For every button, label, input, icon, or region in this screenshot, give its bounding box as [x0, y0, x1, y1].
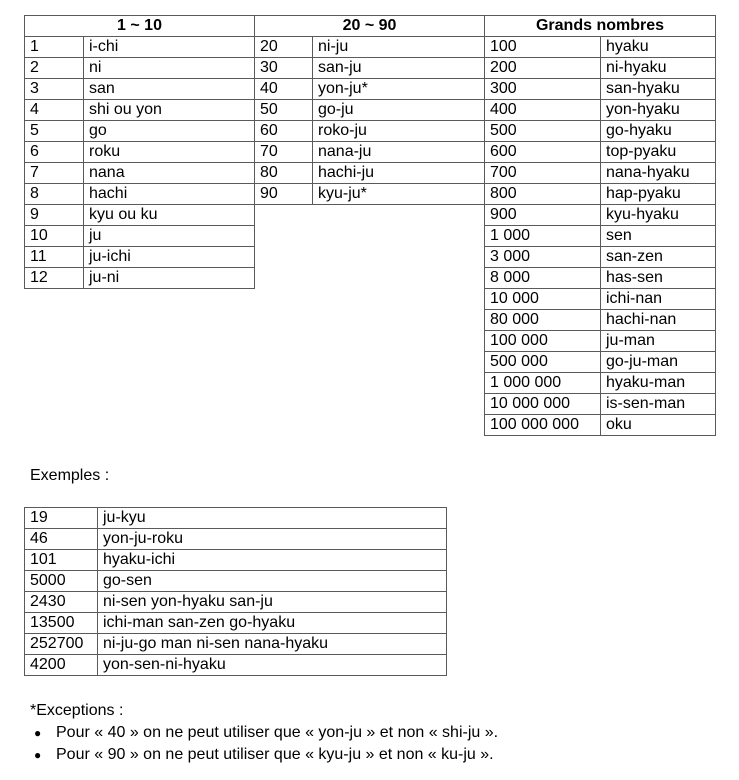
table-row — [25, 373, 716, 394]
table-row — [25, 100, 716, 121]
reading-cell — [84, 415, 255, 436]
reading-cell: kyu-hyaku — [601, 205, 716, 226]
reading-cell: ju-ni — [84, 268, 255, 289]
example-reading-cell: ju-kyu — [98, 508, 447, 529]
reading-cell: sen — [601, 226, 716, 247]
reading-cell — [84, 310, 255, 331]
number-cell: 1 — [25, 37, 84, 58]
reading-cell: ju-man — [601, 331, 716, 352]
bullet-icon: ● — [34, 726, 42, 740]
example-number-cell: 2430 — [25, 592, 98, 613]
reading-cell — [313, 352, 485, 373]
number-cell — [25, 289, 84, 310]
reading-cell — [313, 268, 485, 289]
number-cell — [255, 247, 313, 268]
number-cell: 50 — [255, 100, 313, 121]
reading-cell: hachi-nan — [601, 310, 716, 331]
exception-text: Pour « 40 » on ne peut utiliser que « yon-ju » et non « shi-ju ». — [56, 724, 499, 741]
bullet-icon: ● — [34, 748, 42, 762]
examples-title: Exemples : — [30, 467, 110, 484]
table-row — [25, 613, 447, 634]
number-cell: 7 — [25, 163, 84, 184]
reading-cell: hap-pyaku — [601, 184, 716, 205]
table-row — [25, 184, 716, 205]
reading-cell: hachi — [84, 184, 255, 205]
table-row — [25, 58, 716, 79]
reading-cell — [313, 394, 485, 415]
table-row — [25, 592, 447, 613]
number-cell: 60 — [255, 121, 313, 142]
reading-cell: go-ju — [313, 100, 485, 121]
reading-cell: ni — [84, 58, 255, 79]
reading-cell — [313, 205, 485, 226]
number-cell: 700 — [485, 163, 601, 184]
table-row — [25, 655, 447, 676]
header-20-90: 20 ~ 90 — [255, 16, 485, 37]
number-cell — [25, 394, 84, 415]
exception-text: Pour « 90 » on ne peut utiliser que « kyu-ju » et non « ku-ju ». — [56, 746, 494, 763]
numbers-table-header — [25, 16, 716, 37]
number-cell: 400 — [485, 100, 601, 121]
table-row — [25, 550, 447, 571]
number-cell: 2 — [25, 58, 84, 79]
number-cell: 500 000 — [485, 352, 601, 373]
number-cell — [255, 373, 313, 394]
reading-cell: ni-ju — [313, 37, 485, 58]
number-cell: 5 — [25, 121, 84, 142]
table-row — [25, 226, 716, 247]
table-row — [25, 289, 716, 310]
table-row — [25, 79, 716, 100]
exceptions-list — [34, 722, 498, 766]
exception-item — [34, 722, 498, 744]
number-cell — [25, 310, 84, 331]
reading-cell — [313, 373, 485, 394]
reading-cell — [84, 394, 255, 415]
example-reading-cell: ni-sen yon-hyaku san-ju — [98, 592, 447, 613]
table-row — [25, 634, 447, 655]
number-cell: 100 — [485, 37, 601, 58]
table-row — [25, 415, 716, 436]
header-grands-nombres: Grands nombres — [485, 16, 716, 37]
number-cell: 9 — [25, 205, 84, 226]
table-row — [25, 508, 447, 529]
table-row — [25, 37, 716, 58]
reading-cell: yon-ju* — [313, 79, 485, 100]
table-row — [25, 529, 447, 550]
reading-cell: nana-ju — [313, 142, 485, 163]
table-row — [25, 268, 716, 289]
reading-cell: kyu-ju* — [313, 184, 485, 205]
reading-cell — [84, 352, 255, 373]
reading-cell: roku — [84, 142, 255, 163]
number-cell: 90 — [255, 184, 313, 205]
exception-item — [34, 744, 498, 766]
number-cell: 80 — [255, 163, 313, 184]
reading-cell: nana-hyaku — [601, 163, 716, 184]
reading-cell — [84, 289, 255, 310]
number-cell — [255, 205, 313, 226]
number-cell: 800 — [485, 184, 601, 205]
number-cell: 80 000 — [485, 310, 601, 331]
reading-cell: is-sen-man — [601, 394, 716, 415]
table-row — [25, 205, 716, 226]
reading-cell: shi ou yon — [84, 100, 255, 121]
number-cell: 100 000 — [485, 331, 601, 352]
number-cell: 1 000 000 — [485, 373, 601, 394]
number-cell: 3 — [25, 79, 84, 100]
table-row — [25, 310, 716, 331]
example-number-cell: 13500 — [25, 613, 98, 634]
number-cell — [255, 331, 313, 352]
table-row — [25, 331, 716, 352]
examples-table — [24, 507, 447, 676]
reading-cell — [313, 247, 485, 268]
table-row — [25, 121, 716, 142]
reading-cell: san — [84, 79, 255, 100]
table-row — [25, 571, 447, 592]
number-cell: 3 000 — [485, 247, 601, 268]
reading-cell — [313, 289, 485, 310]
number-cell: 500 — [485, 121, 601, 142]
number-cell: 10 — [25, 226, 84, 247]
number-cell: 12 — [25, 268, 84, 289]
number-cell — [255, 394, 313, 415]
table-row — [25, 163, 716, 184]
number-cell: 8 — [25, 184, 84, 205]
number-cell: 600 — [485, 142, 601, 163]
reading-cell: i-chi — [84, 37, 255, 58]
table-row — [25, 394, 716, 415]
example-reading-cell: ichi-man san-zen go-hyaku — [98, 613, 447, 634]
number-cell: 10 000 — [485, 289, 601, 310]
number-cell: 1 000 — [485, 226, 601, 247]
example-reading-cell: ni-ju-go man ni-sen nana-hyaku — [98, 634, 447, 655]
reading-cell: oku — [601, 415, 716, 436]
reading-cell: top-pyaku — [601, 142, 716, 163]
number-cell: 30 — [255, 58, 313, 79]
exceptions-title: *Exceptions : — [30, 702, 124, 719]
number-cell: 20 — [255, 37, 313, 58]
number-cell — [255, 289, 313, 310]
number-cell: 10 000 000 — [485, 394, 601, 415]
reading-cell: hyaku-man — [601, 373, 716, 394]
reading-cell: go-hyaku — [601, 121, 716, 142]
number-cell — [255, 352, 313, 373]
example-reading-cell: hyaku-ichi — [98, 550, 447, 571]
example-number-cell: 5000 — [25, 571, 98, 592]
reading-cell: hachi-ju — [313, 163, 485, 184]
reading-cell: roko-ju — [313, 121, 485, 142]
example-reading-cell: go-sen — [98, 571, 447, 592]
example-reading-cell: yon-sen-ni-hyaku — [98, 655, 447, 676]
number-cell: 8 000 — [485, 268, 601, 289]
reading-cell: yon-hyaku — [601, 100, 716, 121]
example-number-cell: 19 — [25, 508, 98, 529]
reading-cell: ichi-nan — [601, 289, 716, 310]
number-cell: 4 — [25, 100, 84, 121]
number-cell: 6 — [25, 142, 84, 163]
number-cell: 200 — [485, 58, 601, 79]
reading-cell: go — [84, 121, 255, 142]
reading-cell: hyaku — [601, 37, 716, 58]
number-cell — [255, 310, 313, 331]
number-cell — [25, 331, 84, 352]
number-cell: 100 000 000 — [485, 415, 601, 436]
reading-cell: san-ju — [313, 58, 485, 79]
number-cell — [255, 226, 313, 247]
reading-cell: kyu ou ku — [84, 205, 255, 226]
reading-cell — [313, 226, 485, 247]
reading-cell: san-zen — [601, 247, 716, 268]
reading-cell: has-sen — [601, 268, 716, 289]
number-cell: 300 — [485, 79, 601, 100]
header-1-10: 1 ~ 10 — [25, 16, 255, 37]
reading-cell: ni-hyaku — [601, 58, 716, 79]
number-cell — [255, 268, 313, 289]
reading-cell — [313, 310, 485, 331]
reading-cell — [84, 331, 255, 352]
example-number-cell: 101 — [25, 550, 98, 571]
example-number-cell: 252700 — [25, 634, 98, 655]
reading-cell: ju — [84, 226, 255, 247]
example-reading-cell: yon-ju-roku — [98, 529, 447, 550]
reading-cell — [313, 415, 485, 436]
example-number-cell: 46 — [25, 529, 98, 550]
reading-cell: ju-ichi — [84, 247, 255, 268]
table-row — [25, 247, 716, 268]
number-cell — [25, 415, 84, 436]
number-cell — [25, 373, 84, 394]
reading-cell: nana — [84, 163, 255, 184]
reading-cell — [313, 331, 485, 352]
numbers-table — [24, 15, 716, 436]
reading-cell — [84, 373, 255, 394]
number-cell: 70 — [255, 142, 313, 163]
reading-cell: go-ju-man — [601, 352, 716, 373]
number-cell: 900 — [485, 205, 601, 226]
number-cell: 11 — [25, 247, 84, 268]
reading-cell: san-hyaku — [601, 79, 716, 100]
number-cell: 40 — [255, 79, 313, 100]
example-number-cell: 4200 — [25, 655, 98, 676]
table-row — [25, 352, 716, 373]
number-cell — [255, 415, 313, 436]
number-cell — [25, 352, 84, 373]
table-row — [25, 142, 716, 163]
